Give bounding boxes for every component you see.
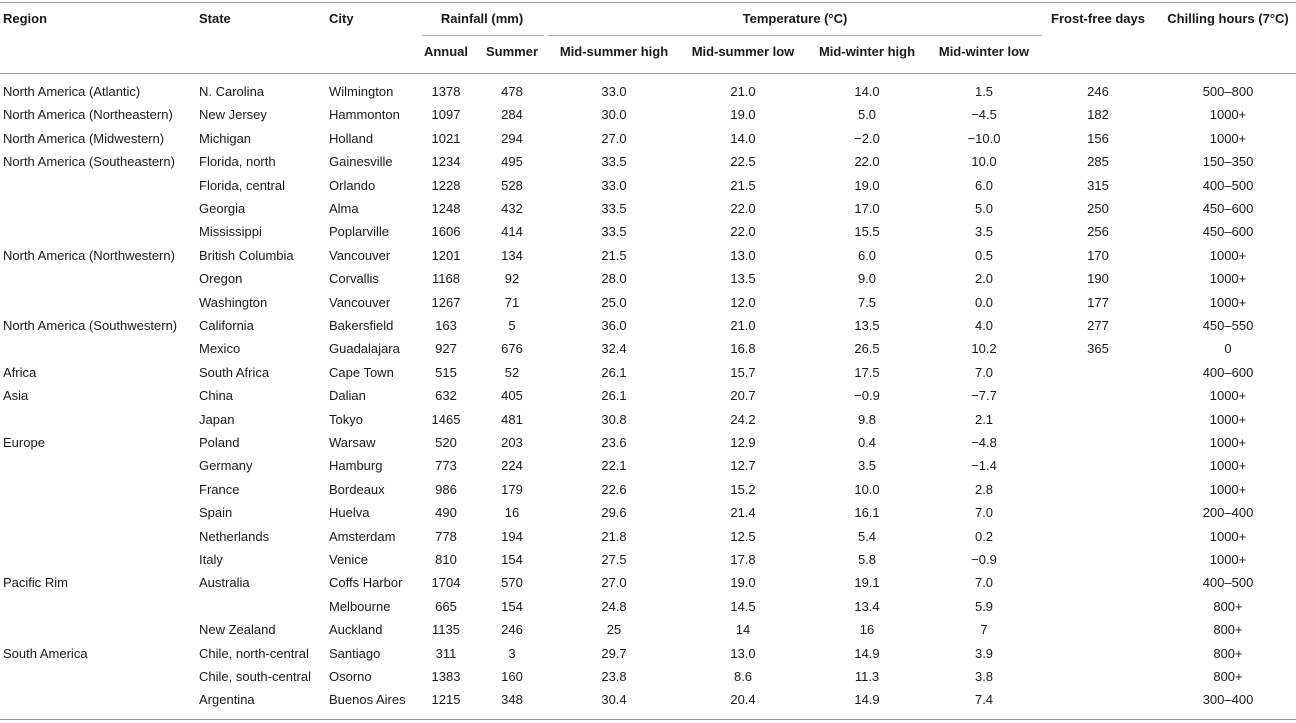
cell-frost: 250 bbox=[1087, 201, 1109, 216]
cell-mwhigh: 15.5 bbox=[854, 224, 880, 240]
cell-mwhigh: 14.9 bbox=[854, 692, 880, 708]
cell-mwlow: 7.0 bbox=[974, 575, 994, 591]
cell-summer: 92 bbox=[504, 271, 520, 287]
cell-mwlow: 0.0 bbox=[974, 294, 994, 310]
cell-chill: 400–500 bbox=[1202, 575, 1254, 591]
cell-summer: 203 bbox=[501, 435, 523, 450]
cell-chill: 450–550 bbox=[1202, 318, 1254, 333]
cell-mshigh: 21.5 bbox=[601, 247, 627, 263]
cell-state: New Jersey bbox=[199, 107, 267, 123]
cell-chill: 1000+ bbox=[1209, 552, 1247, 567]
cell-state: Florida, north bbox=[199, 154, 276, 170]
cell-annual: 490 bbox=[435, 505, 457, 521]
cell-region: Africa bbox=[3, 364, 37, 380]
cell-mslow: 13.0 bbox=[730, 645, 756, 661]
cell-mwlow: −0.9 bbox=[971, 552, 997, 567]
header-chilling-hours: Chilling hours (7°C) bbox=[1167, 11, 1289, 26]
cell-mwhigh: 9.8 bbox=[857, 411, 877, 427]
cell-frost: 256 bbox=[1087, 224, 1109, 240]
cell-mshigh: 23.8 bbox=[601, 669, 627, 684]
cell-mshigh: 25 bbox=[606, 622, 622, 638]
cell-city: Melbourne bbox=[329, 598, 391, 614]
cell-city: Vancouver bbox=[329, 294, 391, 310]
cell-annual: 1378 bbox=[431, 84, 461, 99]
cell-mwlow: 4.0 bbox=[974, 318, 994, 333]
cell-frost: 315 bbox=[1087, 177, 1109, 193]
cell-state: California bbox=[199, 318, 254, 333]
cell-chill: 1000+ bbox=[1209, 411, 1247, 427]
cell-mwlow: 0.5 bbox=[974, 247, 994, 263]
cell-summer: 16 bbox=[504, 505, 520, 521]
cell-city: Wilmington bbox=[329, 84, 394, 99]
cell-state: Poland bbox=[199, 435, 240, 450]
cell-frost: 177 bbox=[1087, 294, 1109, 310]
cell-mshigh: 33.0 bbox=[601, 84, 627, 99]
cell-chill: 800+ bbox=[1213, 669, 1243, 684]
cell-summer: 348 bbox=[501, 692, 523, 708]
cell-summer: 160 bbox=[501, 669, 523, 684]
cell-mshigh: 22.6 bbox=[601, 481, 627, 497]
header-rain-summer: Summer bbox=[485, 44, 539, 59]
cell-summer: 134 bbox=[501, 247, 523, 263]
cell-region: Asia bbox=[3, 388, 29, 404]
cell-mslow: 13.0 bbox=[730, 247, 756, 263]
cell-mwhigh: 11.3 bbox=[854, 669, 880, 684]
cell-chill: 300–400 bbox=[1202, 692, 1254, 708]
cell-annual: 1267 bbox=[431, 294, 461, 310]
cell-region: North America (Northwestern) bbox=[3, 247, 175, 263]
cell-mwhigh: 5.8 bbox=[857, 552, 877, 567]
cell-summer: 154 bbox=[501, 552, 523, 567]
cell-city: Auckland bbox=[329, 622, 383, 638]
cell-mshigh: 36.0 bbox=[601, 318, 627, 333]
cell-state: Spain bbox=[199, 505, 233, 521]
header-mid-summer-high: Mid-summer high bbox=[559, 44, 669, 59]
cell-mslow: 12.0 bbox=[730, 294, 756, 310]
cell-summer: 676 bbox=[501, 341, 523, 357]
cell-chill: 450–600 bbox=[1202, 201, 1254, 216]
cell-state: Australia bbox=[199, 575, 250, 591]
cell-mwhigh: 14.0 bbox=[854, 84, 880, 99]
cell-mslow: 13.5 bbox=[730, 271, 756, 287]
cell-chill: 1000+ bbox=[1209, 481, 1247, 497]
cell-city: Dalian bbox=[329, 388, 366, 404]
cell-state: Oregon bbox=[199, 271, 243, 287]
cell-frost: 156 bbox=[1087, 130, 1109, 146]
cell-state: Mexico bbox=[199, 341, 241, 357]
cell-mwlow: 6.0 bbox=[974, 177, 994, 193]
cell-mslow: 16.8 bbox=[730, 341, 756, 357]
cell-mwhigh: 19.1 bbox=[854, 575, 880, 591]
cell-state: China bbox=[199, 388, 233, 404]
cell-mwlow: 7.4 bbox=[974, 692, 994, 708]
cell-state: Chile, south-central bbox=[199, 669, 311, 684]
cell-mshigh: 28.0 bbox=[601, 271, 627, 287]
cell-summer: 284 bbox=[501, 107, 523, 123]
cell-mshigh: 21.8 bbox=[601, 528, 627, 544]
header-rainfall: Rainfall (mm) bbox=[440, 11, 524, 26]
cell-state: Italy bbox=[199, 552, 223, 567]
cell-mwlow: 5.0 bbox=[974, 201, 994, 216]
cell-mshigh: 26.1 bbox=[601, 388, 627, 404]
cell-mshigh: 27.5 bbox=[601, 552, 627, 567]
cell-city: Amsterdam bbox=[329, 528, 396, 544]
cell-mslow: 14 bbox=[735, 622, 751, 638]
cell-summer: 495 bbox=[501, 154, 523, 170]
cell-annual: 632 bbox=[435, 388, 457, 404]
cell-city: Santiago bbox=[329, 645, 381, 661]
cell-city: Coffs Harbor bbox=[329, 575, 403, 591]
cell-chill: 1000+ bbox=[1209, 388, 1247, 404]
cell-summer: 3 bbox=[508, 645, 516, 661]
header-city: City bbox=[329, 11, 354, 26]
cell-chill: 1000+ bbox=[1209, 528, 1247, 544]
cell-chill: 1000+ bbox=[1209, 271, 1247, 287]
cell-region: North America (Midwestern) bbox=[3, 130, 165, 146]
cell-summer: 478 bbox=[501, 84, 523, 99]
cell-city: Orlando bbox=[329, 177, 376, 193]
cell-mwlow: 3.8 bbox=[974, 669, 994, 684]
cell-mwlow: 10.0 bbox=[971, 154, 997, 170]
cell-mwlow: 5.9 bbox=[974, 598, 994, 614]
cell-annual: 163 bbox=[435, 318, 457, 333]
cell-mwhigh: −0.9 bbox=[854, 388, 880, 404]
cell-frost: 365 bbox=[1087, 341, 1109, 357]
cell-city: Holland bbox=[329, 130, 374, 146]
cell-chill: 400–500 bbox=[1202, 177, 1254, 193]
cell-mwhigh: 10.0 bbox=[854, 481, 880, 497]
cell-mslow: 14.5 bbox=[730, 598, 756, 614]
cell-summer: 481 bbox=[501, 411, 523, 427]
cell-annual: 1704 bbox=[431, 575, 461, 591]
cell-mwhigh: 17.5 bbox=[854, 364, 880, 380]
cell-region: Europe bbox=[3, 435, 45, 450]
cell-region: Pacific Rim bbox=[3, 575, 69, 591]
cell-summer: 52 bbox=[504, 364, 520, 380]
cell-chill: 200–400 bbox=[1202, 505, 1254, 521]
cell-annual: 1135 bbox=[432, 622, 460, 638]
cell-mwhigh: 7.5 bbox=[857, 294, 877, 310]
cell-mwlow: −4.8 bbox=[971, 435, 997, 450]
cell-mwlow: 7 bbox=[980, 622, 988, 638]
header-temperature: Temperature (°C) bbox=[742, 11, 848, 26]
cell-mslow: 12.9 bbox=[730, 435, 756, 450]
cell-mwhigh: 5.0 bbox=[857, 107, 877, 123]
cell-mshigh: 33.0 bbox=[601, 177, 627, 193]
cell-mwhigh: 26.5 bbox=[854, 341, 880, 357]
cell-mslow: 20.7 bbox=[730, 388, 756, 404]
cell-region: North America (Southwestern) bbox=[3, 318, 178, 333]
cell-mwlow: −1.4 bbox=[971, 458, 997, 474]
cell-annual: 810 bbox=[435, 552, 457, 567]
cell-mslow: 21.4 bbox=[730, 505, 756, 521]
cell-mwlow: 10.2 bbox=[971, 341, 997, 357]
cell-mshigh: 29.6 bbox=[601, 505, 627, 521]
cell-mslow: 8.6 bbox=[733, 669, 753, 684]
cell-state: South Africa bbox=[199, 364, 270, 380]
cell-summer: 528 bbox=[501, 177, 523, 193]
cell-annual: 1097 bbox=[431, 107, 461, 123]
header-mid-winter-high: Mid-winter high bbox=[818, 44, 916, 59]
cell-summer: 179 bbox=[501, 481, 523, 497]
cell-mslow: 19.0 bbox=[730, 575, 756, 591]
cell-frost: 277 bbox=[1087, 318, 1109, 333]
cell-mshigh: 30.4 bbox=[601, 692, 627, 708]
cell-mslow: 15.2 bbox=[730, 481, 756, 497]
cell-mwhigh: 16 bbox=[859, 622, 875, 638]
cell-mwhigh: 19.0 bbox=[854, 177, 880, 193]
cell-state: Germany bbox=[199, 458, 253, 474]
cell-mslow: 19.0 bbox=[730, 107, 756, 123]
cell-annual: 1168 bbox=[432, 271, 460, 287]
cell-annual: 1201 bbox=[431, 247, 461, 263]
cell-summer: 5 bbox=[508, 318, 516, 333]
cell-chill: 1000+ bbox=[1209, 247, 1247, 263]
cell-city: Guadalajara bbox=[329, 341, 400, 357]
rainfall-group-rule bbox=[422, 35, 544, 36]
temperature-group-rule bbox=[548, 35, 1042, 36]
header-mid-winter-low: Mid-winter low bbox=[938, 44, 1030, 59]
table-bottom-rule bbox=[0, 719, 1296, 720]
cell-frost: 190 bbox=[1087, 271, 1109, 287]
cell-region: North America (Southeastern) bbox=[3, 154, 175, 170]
cell-city: Cape Town bbox=[329, 364, 394, 380]
cell-state: Argentina bbox=[199, 692, 255, 708]
cell-city: Buenos Aires bbox=[329, 692, 406, 708]
cell-chill: 450–600 bbox=[1202, 224, 1254, 240]
cell-mslow: 21.5 bbox=[730, 177, 756, 193]
cell-city: Bordeaux bbox=[329, 481, 385, 497]
cell-mwhigh: 17.0 bbox=[854, 201, 880, 216]
cell-mshigh: 27.0 bbox=[601, 575, 627, 591]
cell-city: Warsaw bbox=[329, 435, 376, 450]
cell-summer: 194 bbox=[501, 528, 523, 544]
cell-mwhigh: 3.5 bbox=[857, 458, 877, 474]
cell-city: Huelva bbox=[329, 505, 370, 521]
cell-summer: 570 bbox=[501, 575, 523, 591]
cell-chill: 150–350 bbox=[1202, 154, 1254, 170]
cell-mshigh: 27.0 bbox=[601, 130, 627, 146]
cell-mwhigh: 13.4 bbox=[854, 598, 880, 614]
cell-annual: 520 bbox=[435, 435, 457, 450]
cell-mslow: 22.0 bbox=[730, 224, 756, 240]
cell-summer: 405 bbox=[501, 388, 523, 404]
cell-mwlow: 7.0 bbox=[974, 364, 994, 380]
cell-mshigh: 23.6 bbox=[601, 435, 627, 450]
cell-city: Vancouver bbox=[329, 247, 391, 263]
cell-summer: 246 bbox=[501, 622, 523, 638]
cell-mslow: 12.5 bbox=[730, 528, 756, 544]
cell-annual: 1021 bbox=[431, 130, 461, 146]
cell-chill: 0 bbox=[1224, 341, 1232, 357]
cell-mwlow: 1.5 bbox=[974, 84, 994, 99]
cell-mslow: 24.2 bbox=[730, 411, 756, 427]
cell-state: N. Carolina bbox=[199, 84, 265, 99]
cell-chill: 1000+ bbox=[1209, 458, 1247, 474]
cell-state: Washington bbox=[199, 294, 268, 310]
cell-chill: 800+ bbox=[1213, 645, 1243, 661]
cell-frost: 285 bbox=[1087, 154, 1109, 170]
cell-chill: 1000+ bbox=[1209, 130, 1247, 146]
cell-annual: 778 bbox=[435, 528, 457, 544]
cell-annual: 927 bbox=[435, 341, 457, 357]
cell-chill: 500–800 bbox=[1202, 84, 1254, 99]
cell-mwlow: 0.2 bbox=[974, 528, 994, 544]
cell-city: Hammonton bbox=[329, 107, 400, 123]
cell-annual: 665 bbox=[435, 598, 457, 614]
header-state: State bbox=[199, 11, 231, 26]
cell-mwhigh: 16.1 bbox=[854, 505, 880, 521]
cell-mslow: 17.8 bbox=[730, 552, 756, 567]
cell-mshigh: 32.4 bbox=[601, 341, 627, 357]
cell-chill: 800+ bbox=[1213, 622, 1243, 638]
cell-mshigh: 24.8 bbox=[601, 598, 627, 614]
cell-mshigh: 29.7 bbox=[601, 645, 627, 661]
cell-city: Bakersfield bbox=[329, 318, 394, 333]
cell-city: Hamburg bbox=[329, 458, 383, 474]
cell-frost: 246 bbox=[1087, 84, 1109, 99]
cell-mwlow: 7.0 bbox=[974, 505, 994, 521]
cell-city: Tokyo bbox=[329, 411, 363, 427]
cell-summer: 414 bbox=[501, 224, 523, 240]
cell-annual: 1383 bbox=[431, 669, 461, 684]
cell-mwlow: −7.7 bbox=[971, 388, 997, 404]
header-frost-free-days: Frost-free days bbox=[1051, 11, 1145, 26]
cell-state: Mississippi bbox=[199, 224, 262, 240]
cell-state: France bbox=[199, 481, 240, 497]
cell-summer: 432 bbox=[501, 201, 523, 216]
cell-city: Corvallis bbox=[329, 271, 379, 287]
cell-city: Poplarville bbox=[329, 224, 389, 240]
cell-mshigh: 25.0 bbox=[601, 294, 627, 310]
cell-annual: 1606 bbox=[431, 224, 461, 240]
cell-mshigh: 33.5 bbox=[601, 224, 627, 240]
cell-mwhigh: 9.0 bbox=[857, 271, 877, 287]
cell-mwlow: 3.9 bbox=[974, 645, 994, 661]
cell-mslow: 22.5 bbox=[730, 154, 756, 170]
cell-city: Osorno bbox=[329, 669, 372, 684]
cell-summer: 71 bbox=[504, 294, 520, 310]
cell-state: Georgia bbox=[199, 201, 246, 216]
cell-mslow: 15.7 bbox=[730, 364, 756, 380]
cell-mwlow: 3.5 bbox=[974, 224, 994, 240]
cell-annual: 515 bbox=[435, 364, 457, 380]
cell-annual: 311 bbox=[435, 645, 457, 661]
cell-mwhigh: 22.0 bbox=[854, 154, 880, 170]
cell-state: Netherlands bbox=[199, 528, 270, 544]
cell-chill: 1000+ bbox=[1209, 435, 1247, 450]
header-region: Region bbox=[3, 11, 48, 26]
cell-mwhigh: 13.5 bbox=[854, 318, 880, 333]
header-rain-annual: Annual bbox=[423, 44, 469, 59]
cell-mslow: 22.0 bbox=[730, 201, 756, 216]
cell-mshigh: 33.5 bbox=[601, 201, 627, 216]
cell-annual: 773 bbox=[435, 458, 457, 474]
cell-summer: 294 bbox=[501, 130, 523, 146]
cell-mshigh: 33.5 bbox=[601, 154, 627, 170]
cell-state: Chile, north-central bbox=[199, 645, 309, 661]
cell-mshigh: 26.1 bbox=[601, 364, 627, 380]
cell-state: Japan bbox=[199, 411, 235, 427]
cell-mslow: 20.4 bbox=[730, 692, 756, 708]
cell-mwhigh: 14.9 bbox=[854, 645, 880, 661]
cell-annual: 986 bbox=[435, 481, 457, 497]
cell-chill: 1000+ bbox=[1209, 107, 1247, 123]
cell-mslow: 14.0 bbox=[730, 130, 756, 146]
header-bottom-rule bbox=[0, 73, 1296, 74]
cell-mwhigh: 5.4 bbox=[857, 528, 877, 544]
cell-summer: 154 bbox=[501, 598, 523, 614]
cell-chill: 800+ bbox=[1213, 598, 1243, 614]
cell-region: North America (Atlantic) bbox=[3, 84, 141, 99]
cell-state: Michigan bbox=[199, 130, 252, 146]
header-mid-summer-low: Mid-summer low bbox=[691, 44, 795, 59]
cell-annual: 1248 bbox=[431, 201, 461, 216]
cell-mwhigh: 0.4 bbox=[857, 435, 877, 450]
cell-region: South America bbox=[3, 645, 88, 661]
cell-mshigh: 22.1 bbox=[601, 458, 627, 474]
cell-mwlow: 2.8 bbox=[974, 481, 994, 497]
cell-mshigh: 30.8 bbox=[601, 411, 627, 427]
cell-mslow: 21.0 bbox=[730, 318, 756, 333]
cell-mwhigh: 6.0 bbox=[857, 247, 877, 263]
cell-annual: 1228 bbox=[431, 177, 461, 193]
cell-city: Gainesville bbox=[329, 154, 393, 170]
cell-frost: 182 bbox=[1087, 107, 1109, 123]
cell-mwlow: −10.0 bbox=[967, 130, 1001, 146]
cell-state: New Zealand bbox=[199, 622, 276, 638]
cell-city: Alma bbox=[329, 201, 359, 216]
cell-frost: 170 bbox=[1087, 247, 1109, 263]
cell-mslow: 21.0 bbox=[730, 84, 756, 99]
cell-chill: 400–600 bbox=[1202, 364, 1254, 380]
cell-mwlow: 2.0 bbox=[974, 271, 994, 287]
table-top-rule bbox=[0, 2, 1296, 3]
cell-city: Venice bbox=[329, 552, 369, 567]
cell-region: North America (Northeastern) bbox=[3, 107, 173, 123]
cell-state: Florida, central bbox=[199, 177, 285, 193]
cell-summer: 224 bbox=[501, 458, 523, 474]
cell-chill: 1000+ bbox=[1209, 294, 1247, 310]
cell-mshigh: 30.0 bbox=[601, 107, 627, 123]
cell-mwlow: −4.5 bbox=[971, 107, 997, 123]
cell-annual: 1234 bbox=[431, 154, 461, 170]
cell-mslow: 12.7 bbox=[730, 458, 756, 474]
cell-mwhigh: −2.0 bbox=[854, 130, 880, 146]
cell-mwlow: 2.1 bbox=[974, 411, 994, 427]
cell-state: British Columbia bbox=[199, 247, 294, 263]
cell-annual: 1215 bbox=[431, 692, 461, 708]
cell-annual: 1465 bbox=[431, 411, 461, 427]
